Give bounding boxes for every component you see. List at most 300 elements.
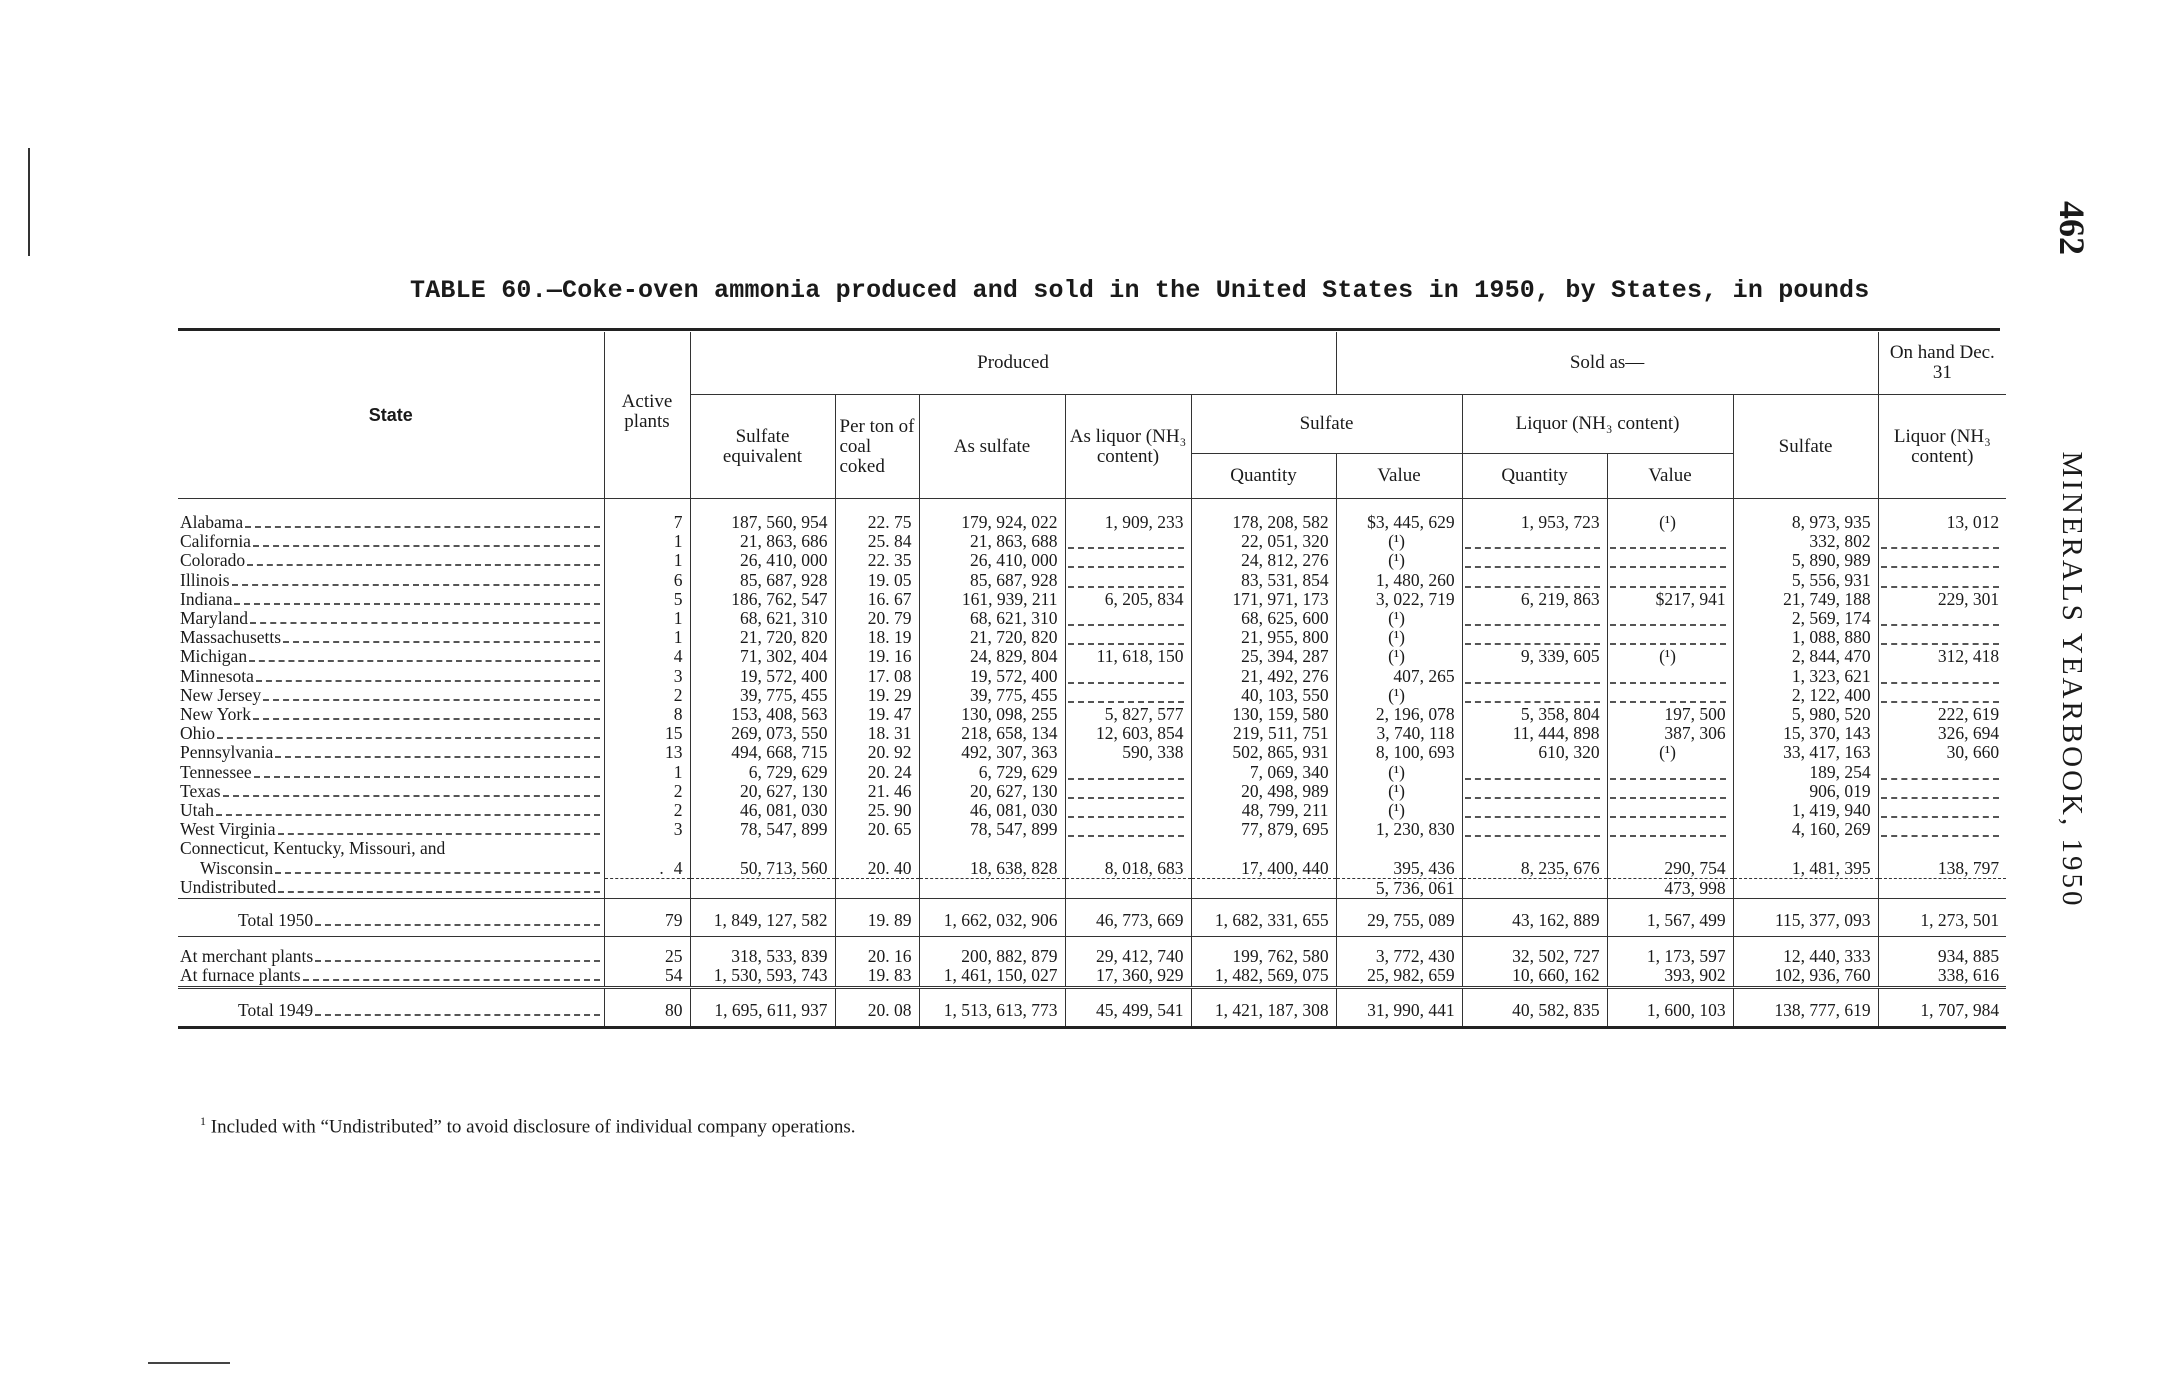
cell-plants: 15 (604, 724, 690, 743)
dash-leader (1610, 633, 1726, 645)
cell-plants (604, 859, 690, 879)
header-as-liquor: As liquor (NH₃ content) (1065, 395, 1191, 499)
cell-sold-liq-val-blank (1607, 628, 1733, 647)
cell-as-liquor-blank (1065, 686, 1191, 705)
cell-per-ton: 16. 67 (835, 590, 919, 609)
dash-leader (1465, 691, 1600, 703)
dot-leader (303, 967, 600, 981)
cell-hand-liquor-blank (1878, 667, 2006, 686)
header-sold-liquor: Liquor (NH₃ content) (1462, 395, 1733, 454)
footnote-marker: 1 (200, 1114, 206, 1128)
cell-state (178, 609, 604, 628)
cell-hand-liquor: 338, 616 (1878, 966, 2006, 987)
cell-hand-sulfate: 102, 936, 760 (1733, 966, 1878, 987)
cell-per-ton: 20. 08 (835, 995, 919, 1028)
spacer-cell (1733, 937, 1878, 948)
cell-as-liquor: 29, 412, 740 (1065, 947, 1191, 966)
cell-hand-sulfate: 2, 844, 470 (1733, 647, 1878, 666)
cell-per-ton: 19. 47 (835, 705, 919, 724)
cell-per-ton: 19. 29 (835, 686, 919, 705)
cell-hand-sulfate: 4, 160, 269 (1733, 820, 1878, 839)
table-top-rule (178, 328, 2000, 331)
cell-sold-sulf-qty: 1, 482, 569, 075 (1191, 966, 1336, 987)
cell-sulfate-eq: 21, 720, 820 (690, 628, 835, 647)
cell-sold-liq-qty: 40, 582, 835 (1462, 995, 1607, 1028)
cell-sulfate-eq: 39, 775, 455 (690, 686, 835, 705)
cell-as-liquor: 46, 773, 669 (1065, 905, 1191, 937)
spacer-cell (1065, 987, 1191, 995)
dash-leader (1068, 825, 1184, 837)
header-sold-sulfate-quantity: Quantity (1191, 454, 1336, 499)
table-row (178, 705, 2006, 724)
cell-state (178, 782, 604, 801)
cell-as-sulfate: 24, 829, 804 (919, 647, 1065, 666)
state-name: Indiana (180, 589, 233, 609)
cell-hand-sulfate: 5, 980, 520 (1733, 705, 1878, 724)
stray-dot: . (659, 858, 664, 878)
state-name: Wisconsin (200, 858, 274, 878)
cell-hand-liquor-blank (1878, 686, 2006, 705)
cell-hand-sulfate: 1, 323, 621 (1733, 667, 1878, 686)
header-produced: Produced (690, 332, 1336, 395)
dot-leader (278, 879, 599, 893)
cell-sold-sulf-val: (¹) (1336, 686, 1462, 705)
cell-as-sulfate: 6, 729, 629 (919, 763, 1065, 782)
dash-leader (1881, 576, 2000, 588)
cell-state (178, 571, 604, 590)
spacer-cell (835, 987, 919, 995)
cell-sulfate-eq: 187, 560, 954 (690, 499, 835, 533)
cell-per-ton: 19. 83 (835, 966, 919, 987)
cell-as-sulfate: 21, 720, 820 (919, 628, 1065, 647)
cell-sold-liq-qty-blank (1462, 571, 1607, 590)
dash-leader (1881, 806, 2000, 818)
table-row (178, 628, 2006, 647)
cell-hand-sulfate: 5, 890, 989 (1733, 551, 1878, 570)
cell-state (178, 905, 604, 937)
cell-sold-sulf-qty: 24, 812, 276 (1191, 551, 1336, 570)
cell-per-ton: 18. 31 (835, 724, 919, 743)
cell-per-ton: 25. 90 (835, 801, 919, 820)
spacer-cell (835, 839, 919, 858)
cell-state (178, 743, 604, 762)
spacer-row (178, 987, 2006, 995)
dot-leader (217, 725, 600, 739)
dot-leader (275, 860, 599, 874)
cell-hand-sulfate: 5, 556, 931 (1733, 571, 1878, 590)
cell-as-sulfate: 26, 410, 000 (919, 551, 1065, 570)
cell-sold-sulf-qty: 17, 400, 440 (1191, 859, 1336, 879)
cell-sold-sulf-val: (¹) (1336, 801, 1462, 820)
cell-as-sulfate: 161, 939, 211 (919, 590, 1065, 609)
cell-sold-liq-qty: 32, 502, 727 (1462, 947, 1607, 966)
cell-hand-sulfate: 138, 777, 619 (1733, 995, 1878, 1028)
dot-leader (223, 783, 600, 797)
state-name: Illinois (180, 570, 230, 590)
dash-leader (1465, 614, 1600, 626)
spacer-cell (1065, 839, 1191, 858)
cell-sold-liq-val: 1, 567, 499 (1607, 905, 1733, 937)
cell-sold-liq-val-blank (1607, 763, 1733, 782)
cell-sulfate-eq: 21, 863, 686 (690, 532, 835, 551)
table-row (178, 590, 2006, 609)
cell-hand-sulfate: 12, 440, 333 (1733, 947, 1878, 966)
dash-leader (1465, 672, 1600, 684)
cell-as-sulfate: 20, 627, 130 (919, 782, 1065, 801)
cell-sulfate-eq: 153, 408, 563 (690, 705, 835, 724)
state-name: New Jersey (180, 685, 262, 705)
cell-sold-sulf-val: 1, 230, 830 (1336, 820, 1462, 839)
spacer-cell (690, 937, 835, 948)
cell-hand-liquor-blank (1878, 820, 2006, 839)
cell-sold-liq-qty: 8, 235, 676 (1462, 859, 1607, 879)
dash-leader (1465, 576, 1600, 588)
cell-plants: 80 (604, 995, 690, 1028)
dash-leader (1610, 768, 1726, 780)
cell-state (178, 551, 604, 570)
table-row-merchant (178, 947, 2006, 966)
cell-as-sulfate: 85, 687, 928 (919, 571, 1065, 590)
dash-leader (1068, 537, 1184, 549)
cell-sold-liq-qty: 5, 358, 804 (1462, 705, 1607, 724)
dash-leader (1465, 806, 1600, 818)
dash-leader (1465, 537, 1600, 549)
cell-sold-sulf-qty: 199, 762, 580 (1191, 947, 1336, 966)
cell-as-sulfate: 1, 461, 150, 027 (919, 966, 1065, 987)
cell-sold-sulf-qty: 83, 531, 854 (1191, 571, 1336, 590)
dash-leader (1610, 691, 1726, 703)
table-row (178, 820, 2006, 839)
spacer-cell (1878, 839, 2006, 858)
dash-leader (1610, 672, 1726, 684)
spacer-row (178, 937, 2006, 948)
dash-leader (1068, 787, 1184, 799)
cell-hand-liquor-blank (1878, 532, 2006, 551)
cell-as-liquor-blank (1065, 551, 1191, 570)
cell-sold-liq-qty-blank (1462, 551, 1607, 570)
dot-leader (249, 648, 599, 662)
dash-leader (1068, 633, 1184, 645)
table-row (178, 532, 2006, 551)
dot-leader (245, 514, 599, 528)
cell-sold-liq-val-blank (1607, 667, 1733, 686)
cell-as-liquor: 45, 499, 541 (1065, 995, 1191, 1028)
table-row (178, 686, 2006, 705)
state-name: Ohio (180, 724, 215, 744)
cell-sold-liq-val: $217, 941 (1607, 590, 1733, 609)
cell-sulfate-eq: 71, 302, 404 (690, 647, 835, 666)
cell-sulfate-eq: 269, 073, 550 (690, 724, 835, 743)
cell-hand-liquor: 312, 418 (1878, 647, 2006, 666)
cell-sold-liq-qty-blank (1462, 763, 1607, 782)
cell-as-sulfate-blank (919, 878, 1065, 898)
table-row-total-1950 (178, 905, 2006, 937)
cell-sold-sulf-qty: 130, 159, 580 (1191, 705, 1336, 724)
scan-bottom-mark (148, 1362, 230, 1364)
dash-leader (1881, 691, 2000, 703)
cell-state (178, 966, 604, 987)
cell-hand-sulfate: 189, 254 (1733, 763, 1878, 782)
table-row (178, 667, 2006, 686)
cell-sulfate-eq: 46, 081, 030 (690, 801, 835, 820)
dash-leader (1465, 556, 1600, 568)
cell-plants: 3 (604, 820, 690, 839)
cell-as-sulfate: 1, 513, 613, 773 (919, 995, 1065, 1028)
cell-sulfate-eq: 85, 687, 928 (690, 571, 835, 590)
cell-sulfate-eq: 20, 627, 130 (690, 782, 835, 801)
cell-sold-liq-qty: 11, 444, 898 (1462, 724, 1607, 743)
cell-plants: 2 (604, 801, 690, 820)
cell-hand-liquor: 934, 885 (1878, 947, 2006, 966)
cell-plants: 25 (604, 947, 690, 966)
table-title: TABLE 60.—Coke-oven ammonia produced and sold in the United States in 1950, by States, in pounds (410, 276, 1870, 305)
cell-sold-liq-qty-blank (1462, 782, 1607, 801)
dash-leader (1068, 614, 1184, 626)
state-name: California (180, 532, 251, 552)
dot-leader (278, 821, 600, 835)
cell-per-ton: 20. 16 (835, 947, 919, 966)
cell-sulfate-eq: 50, 713, 560 (690, 859, 835, 879)
cell-per-ton: 22. 75 (835, 499, 919, 533)
cell-hand-sulfate: 1, 088, 880 (1733, 628, 1878, 647)
spacer-cell (919, 937, 1065, 948)
cell-state (178, 499, 604, 533)
cell-state (178, 801, 604, 820)
cell-state (178, 686, 604, 705)
cell-as-sulfate: 21, 863, 688 (919, 532, 1065, 551)
cell-plants: 54 (604, 966, 690, 987)
spacer-cell (178, 987, 604, 995)
cell-sold-sulf-qty: 219, 511, 751 (1191, 724, 1336, 743)
cell-plants: 2 (604, 686, 690, 705)
dash-leader (1465, 787, 1600, 799)
spacer-cell (835, 937, 919, 948)
dash-leader (1881, 614, 2000, 626)
running-title: MINERALS YEARBOOK, 1950 (2056, 451, 2088, 909)
cell-plants-blank (604, 878, 690, 898)
cell-hand-liquor-blank (1878, 628, 2006, 647)
cell-hand-sulfate: 33, 417, 163 (1733, 743, 1878, 762)
dot-leader (275, 744, 599, 758)
cell-per-ton-blank (835, 878, 919, 898)
cell-as-liquor-blank (1065, 571, 1191, 590)
header-sulfate-equivalent: Sulfate equivalent (690, 395, 835, 499)
dash-leader (1465, 825, 1600, 837)
cell-sulfate-eq: 26, 410, 000 (690, 551, 835, 570)
cell-sold-liq-qty-blank (1462, 801, 1607, 820)
cell-as-liquor: 5, 827, 577 (1065, 705, 1191, 724)
cell-hand-sulfate: 2, 569, 174 (1733, 609, 1878, 628)
spacer-cell (1733, 839, 1878, 858)
cell-hand-sulfate: 15, 370, 143 (1733, 724, 1878, 743)
cell-sold-sulf-qty: 502, 865, 931 (1191, 743, 1336, 762)
table-row (178, 743, 2006, 762)
cell-sold-liq-val: 290, 754 (1607, 859, 1733, 879)
cell-sold-liq-val-blank (1607, 782, 1733, 801)
cell-as-liquor: 17, 360, 929 (1065, 966, 1191, 987)
header-sold-liquor-value: Value (1607, 454, 1733, 499)
cell-sulfate-eq: 19, 572, 400 (690, 667, 835, 686)
dot-leader (250, 610, 599, 624)
cell-as-sulfate: 39, 775, 455 (919, 686, 1065, 705)
cell-sold-sulf-qty: 21, 955, 800 (1191, 628, 1336, 647)
cell-sulfate-eq: 494, 668, 715 (690, 743, 835, 762)
spacer-cell (1462, 937, 1607, 948)
spacer-cell (1191, 937, 1336, 948)
spacer-cell (1607, 937, 1733, 948)
spacer-cell (919, 839, 1065, 858)
cell-plants: 3 (604, 667, 690, 686)
cell-hand-liquor: 138, 797 (1878, 859, 2006, 879)
cell-hand-sulfate: 115, 377, 093 (1733, 905, 1878, 937)
cell-sold-liq-val-blank (1607, 551, 1733, 570)
table-row (178, 763, 2006, 782)
cell-as-sulfate: 179, 924, 022 (919, 499, 1065, 533)
cell-plants: 4 (604, 647, 690, 666)
cell-plants: 7 (604, 499, 690, 533)
cell-as-liquor-blank (1065, 820, 1191, 839)
cell-sold-liq-val: 473, 998 (1607, 878, 1733, 898)
cell-sold-liq-qty: 1, 953, 723 (1462, 499, 1607, 533)
table-header (178, 332, 2006, 499)
cell-hand-sulfate: 906, 019 (1733, 782, 1878, 801)
cell-as-sulfate: 218, 658, 134 (919, 724, 1065, 743)
dash-leader (1610, 825, 1726, 837)
cell-sold-sulf-val: 407, 265 (1336, 667, 1462, 686)
dash-leader (1881, 633, 2000, 645)
cell-sold-liq-val: 387, 306 (1607, 724, 1733, 743)
header-sold-sulfate: Sulfate (1191, 395, 1462, 454)
state-name: Texas (180, 781, 221, 801)
table-row (178, 609, 2006, 628)
spacer-cell (1607, 987, 1733, 995)
table-row-combined-line1 (178, 839, 2006, 858)
cell-sold-sulf-qty: 7, 069, 340 (1191, 763, 1336, 782)
cell-sold-sulf-qty-blank (1191, 878, 1336, 898)
cell-sold-sulf-val: $3, 445, 629 (1336, 499, 1462, 533)
cell-per-ton: 17. 08 (835, 667, 919, 686)
dot-leader (254, 764, 600, 778)
table-row (178, 801, 2006, 820)
header-on-hand: On hand Dec. 31 (1878, 332, 2006, 395)
table-body (178, 499, 2006, 1028)
spacer-cell (1462, 987, 1607, 995)
state-name: Massachusetts (180, 628, 282, 648)
footnote (200, 1114, 856, 1138)
dash-leader (1068, 556, 1184, 568)
dash-leader (1610, 556, 1726, 568)
cell-as-liquor: 1, 909, 233 (1065, 499, 1191, 533)
spacer-cell (604, 839, 690, 858)
cell-sold-sulf-qty: 68, 625, 600 (1191, 609, 1336, 628)
cell-sold-sulf-qty: 40, 103, 550 (1191, 686, 1336, 705)
cell-sold-sulf-val: 3, 740, 118 (1336, 724, 1462, 743)
cell-plants: 1 (604, 763, 690, 782)
cell-sold-sulf-val: (¹) (1336, 647, 1462, 666)
cell-plants: 6 (604, 571, 690, 590)
cell-sold-sulf-val: (¹) (1336, 609, 1462, 628)
cell-state (178, 763, 604, 782)
cell-sold-sulf-qty: 48, 799, 211 (1191, 801, 1336, 820)
cell-hand-liquor-blank (1878, 763, 2006, 782)
cell-sold-sulf-qty: 22, 051, 320 (1191, 532, 1336, 551)
cell-sold-liq-qty-blank (1462, 628, 1607, 647)
cell-as-sulfate: 200, 882, 879 (919, 947, 1065, 966)
cell-hand-liquor-blank (1878, 609, 2006, 628)
cell-sold-sulf-qty: 171, 971, 173 (1191, 590, 1336, 609)
state-name: Colorado (180, 551, 246, 571)
header-sold-liquor-quantity: Quantity (1462, 454, 1607, 499)
cell-sold-sulf-qty: 21, 492, 276 (1191, 667, 1336, 686)
cell-sold-sulf-val: (¹) (1336, 551, 1462, 570)
cell-hand-liquor: 229, 301 (1878, 590, 2006, 609)
cell-per-ton: 20. 79 (835, 609, 919, 628)
cell-as-sulfate: 1, 662, 032, 906 (919, 905, 1065, 937)
cell-hand-liquor: 1, 273, 501 (1878, 905, 2006, 937)
cell-state (178, 628, 604, 647)
dash-leader (1610, 537, 1726, 549)
cell-as-sulfate: 46, 081, 030 (919, 801, 1065, 820)
dash-leader (1881, 768, 2000, 780)
dash-leader (1465, 768, 1600, 780)
cell-per-ton: 20. 92 (835, 743, 919, 762)
cell-sold-liq-qty-blank (1462, 820, 1607, 839)
state-name: Alabama (180, 513, 244, 532)
spacer-cell (690, 987, 835, 995)
cell-state (178, 532, 604, 551)
spacer-cell (1462, 839, 1607, 858)
dash-leader (1881, 672, 2000, 684)
cell-as-sulfate: 19, 572, 400 (919, 667, 1065, 686)
dot-leader (234, 591, 599, 605)
cell-sulfate-eq: 186, 762, 547 (690, 590, 835, 609)
cell-sold-liq-qty: 610, 320 (1462, 743, 1607, 762)
cell-sold-liq-val: 197, 500 (1607, 705, 1733, 724)
cell-plants: 5 (604, 590, 690, 609)
dash-leader (1881, 556, 2000, 568)
cell-sold-liq-qty-blank (1462, 686, 1607, 705)
state-name: Tennessee (180, 762, 252, 782)
cell-hand-liquor: 1, 707, 984 (1878, 995, 2006, 1028)
header-sold-as: Sold as— (1336, 332, 1878, 395)
cell-plants: 8 (604, 705, 690, 724)
cell-per-ton: 19. 89 (835, 905, 919, 937)
spacer-cell (1191, 839, 1336, 858)
cell-hand-liquor: 13, 012 (1878, 499, 2006, 533)
cell-sold-liq-val-blank (1607, 571, 1733, 590)
cell-hand-sulfate: 1, 481, 395 (1733, 859, 1878, 879)
cell-per-ton: 22. 35 (835, 551, 919, 570)
cell-hand-liquor-blank (1878, 551, 2006, 570)
cell-sold-sulf-val: 8, 100, 693 (1336, 743, 1462, 762)
cell-sold-sulf-val: (¹) (1336, 628, 1462, 647)
spacer-cell (1878, 987, 2006, 995)
cell-sulfate-eq: 1, 695, 611, 937 (690, 995, 835, 1028)
cell-hand-liquor: 326, 694 (1878, 724, 2006, 743)
cell-hand-liquor: 30, 660 (1878, 743, 2006, 762)
cell-per-ton: 25. 84 (835, 532, 919, 551)
dash-leader (1610, 806, 1726, 818)
header-as-sulfate: As sulfate (919, 395, 1065, 499)
dash-leader (1068, 806, 1184, 818)
dot-leader (256, 668, 600, 682)
spacer-cell (1733, 987, 1878, 995)
cell-hand-sulfate: 8, 973, 935 (1733, 499, 1878, 533)
cell-plants: 1 (604, 551, 690, 570)
cell-sulfate-eq: 1, 530, 593, 743 (690, 966, 835, 987)
dot-leader (216, 802, 599, 816)
cell-state: Connecticut, Kentucky, Missouri, and (180, 839, 446, 859)
